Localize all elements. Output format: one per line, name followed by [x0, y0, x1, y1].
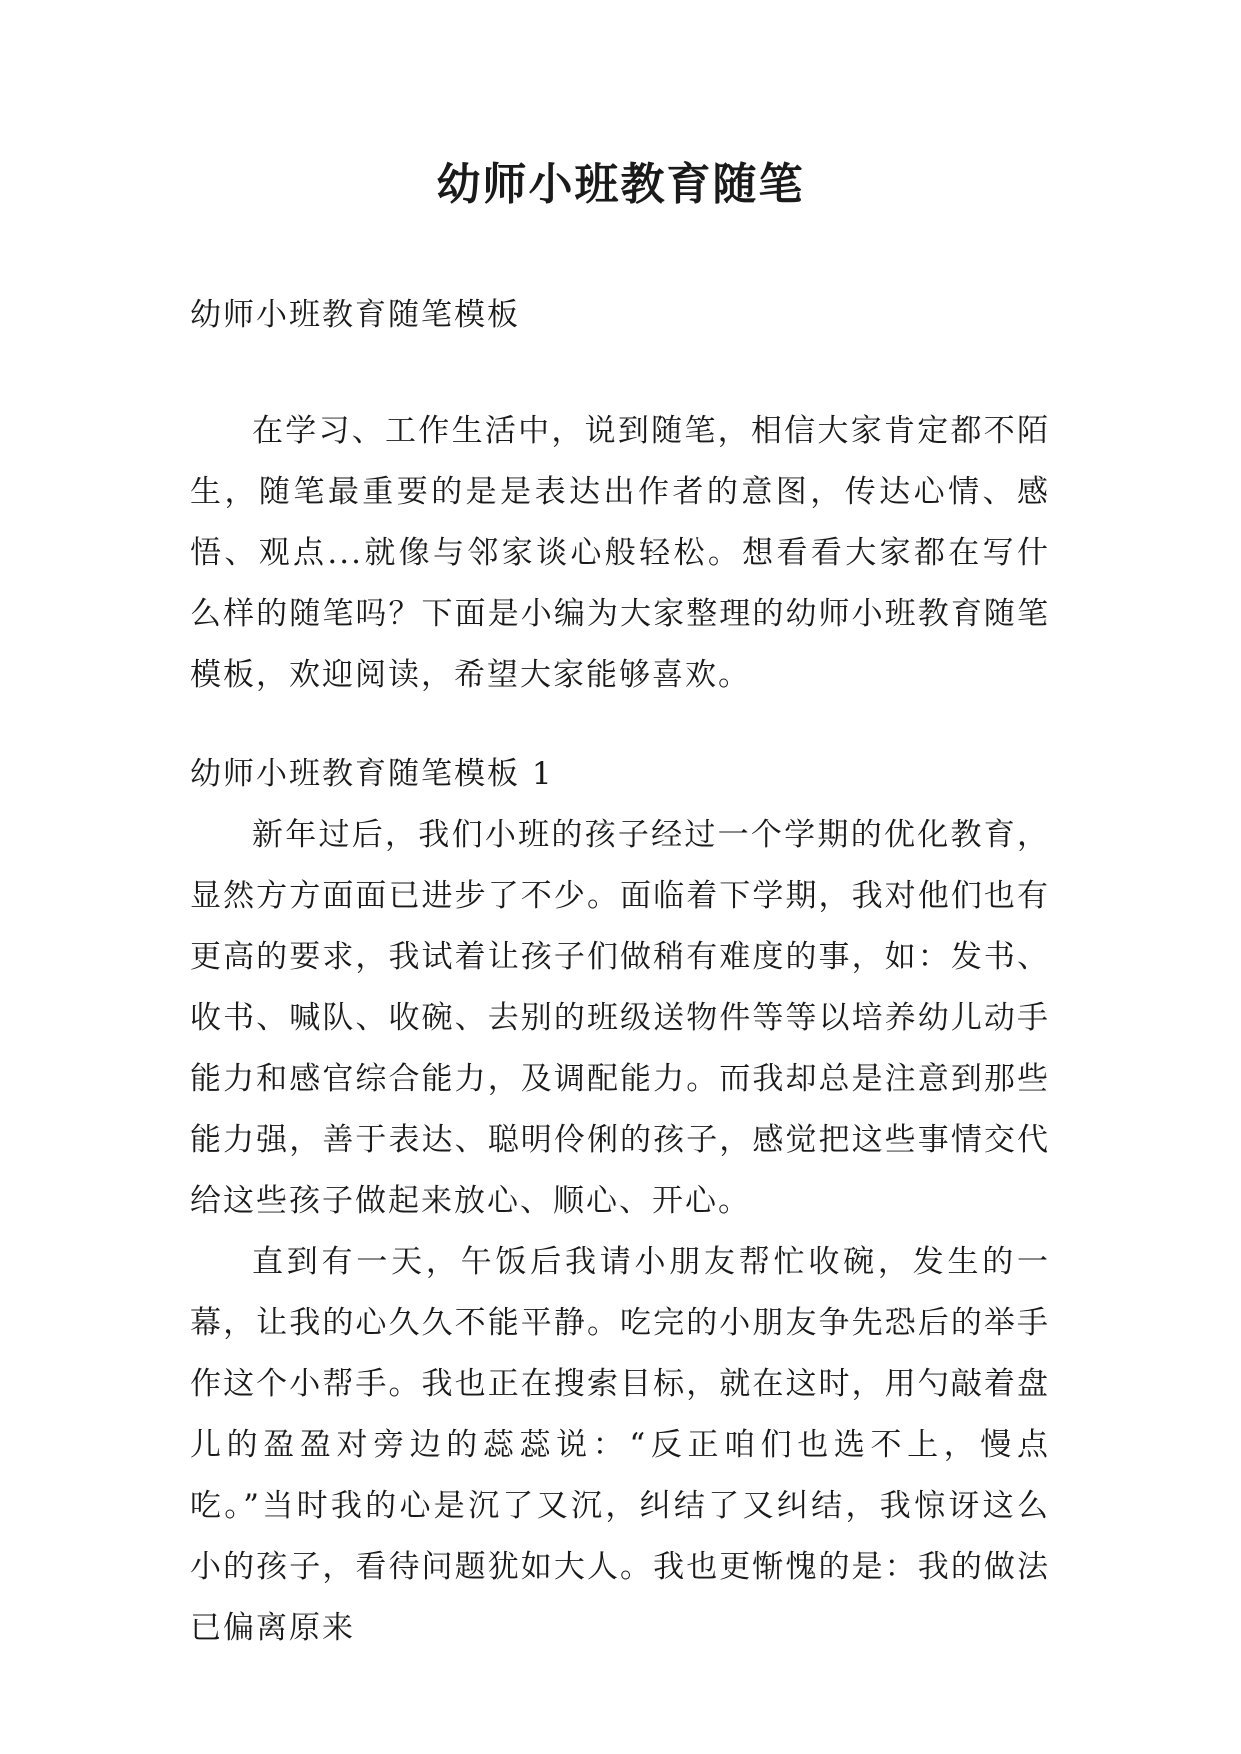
spacer [190, 706, 1050, 744]
document-subtitle: 幼师小班教育随笔模板 [190, 297, 520, 333]
document-body [190, 285, 1050, 1659]
intro-paragraph: 在学习、工作生活中，说到随笔，相信大家肯定都不陌生，随笔最重要的是是表达出作者的意图，传达心情、感悟、观点...就像与邻家谈心般轻松。想看看大家都在写什么样的随笔吗？下面是小编为大家整理的幼师小班教育随笔模板，欢迎阅读，希望大家能够喜欢。 [190, 413, 1050, 693]
spacer [190, 346, 1050, 401]
section-heading: 幼师小班教育随笔模板 1 [190, 756, 554, 792]
body-paragraph: 直到有一天，午饭后我请小朋友帮忙收碗，发生的一幕，让我的心久久不能平静。吃完的小朋友争先恐后的举手作这个小帮手。我也正在搜索目标，就在这时，用勺敲着盘儿的盈盈对旁边的蕊蕊说：“反正咱们也选不上，慢点吃。”当时我的心是沉了又沉，纠结了又纠结，我惊讶这么小的孩子，看待问题犹如大人。我也更惭愧的是：我的做法已偏离原来 [190, 1244, 1050, 1646]
body-paragraph: 新年过后，我们小班的孩子经过一个学期的优化教育，显然方方面面已进步了不少。面临着下学期，我对他们也有更高的要求，我试着让孩子们做稍有难度的事，如：发书、收书、喊队、收碗、去别的班级送物件等等以培养幼儿动手能力和感官综合能力，及调配能力。而我却总是注意到那些能力强，善于表达、聪明伶俐的孩子，感觉把这些事情交代给这些孩子做起来放心、顺心、开心。 [190, 817, 1050, 1219]
document-title: 幼师小班教育随笔 [436, 159, 805, 210]
